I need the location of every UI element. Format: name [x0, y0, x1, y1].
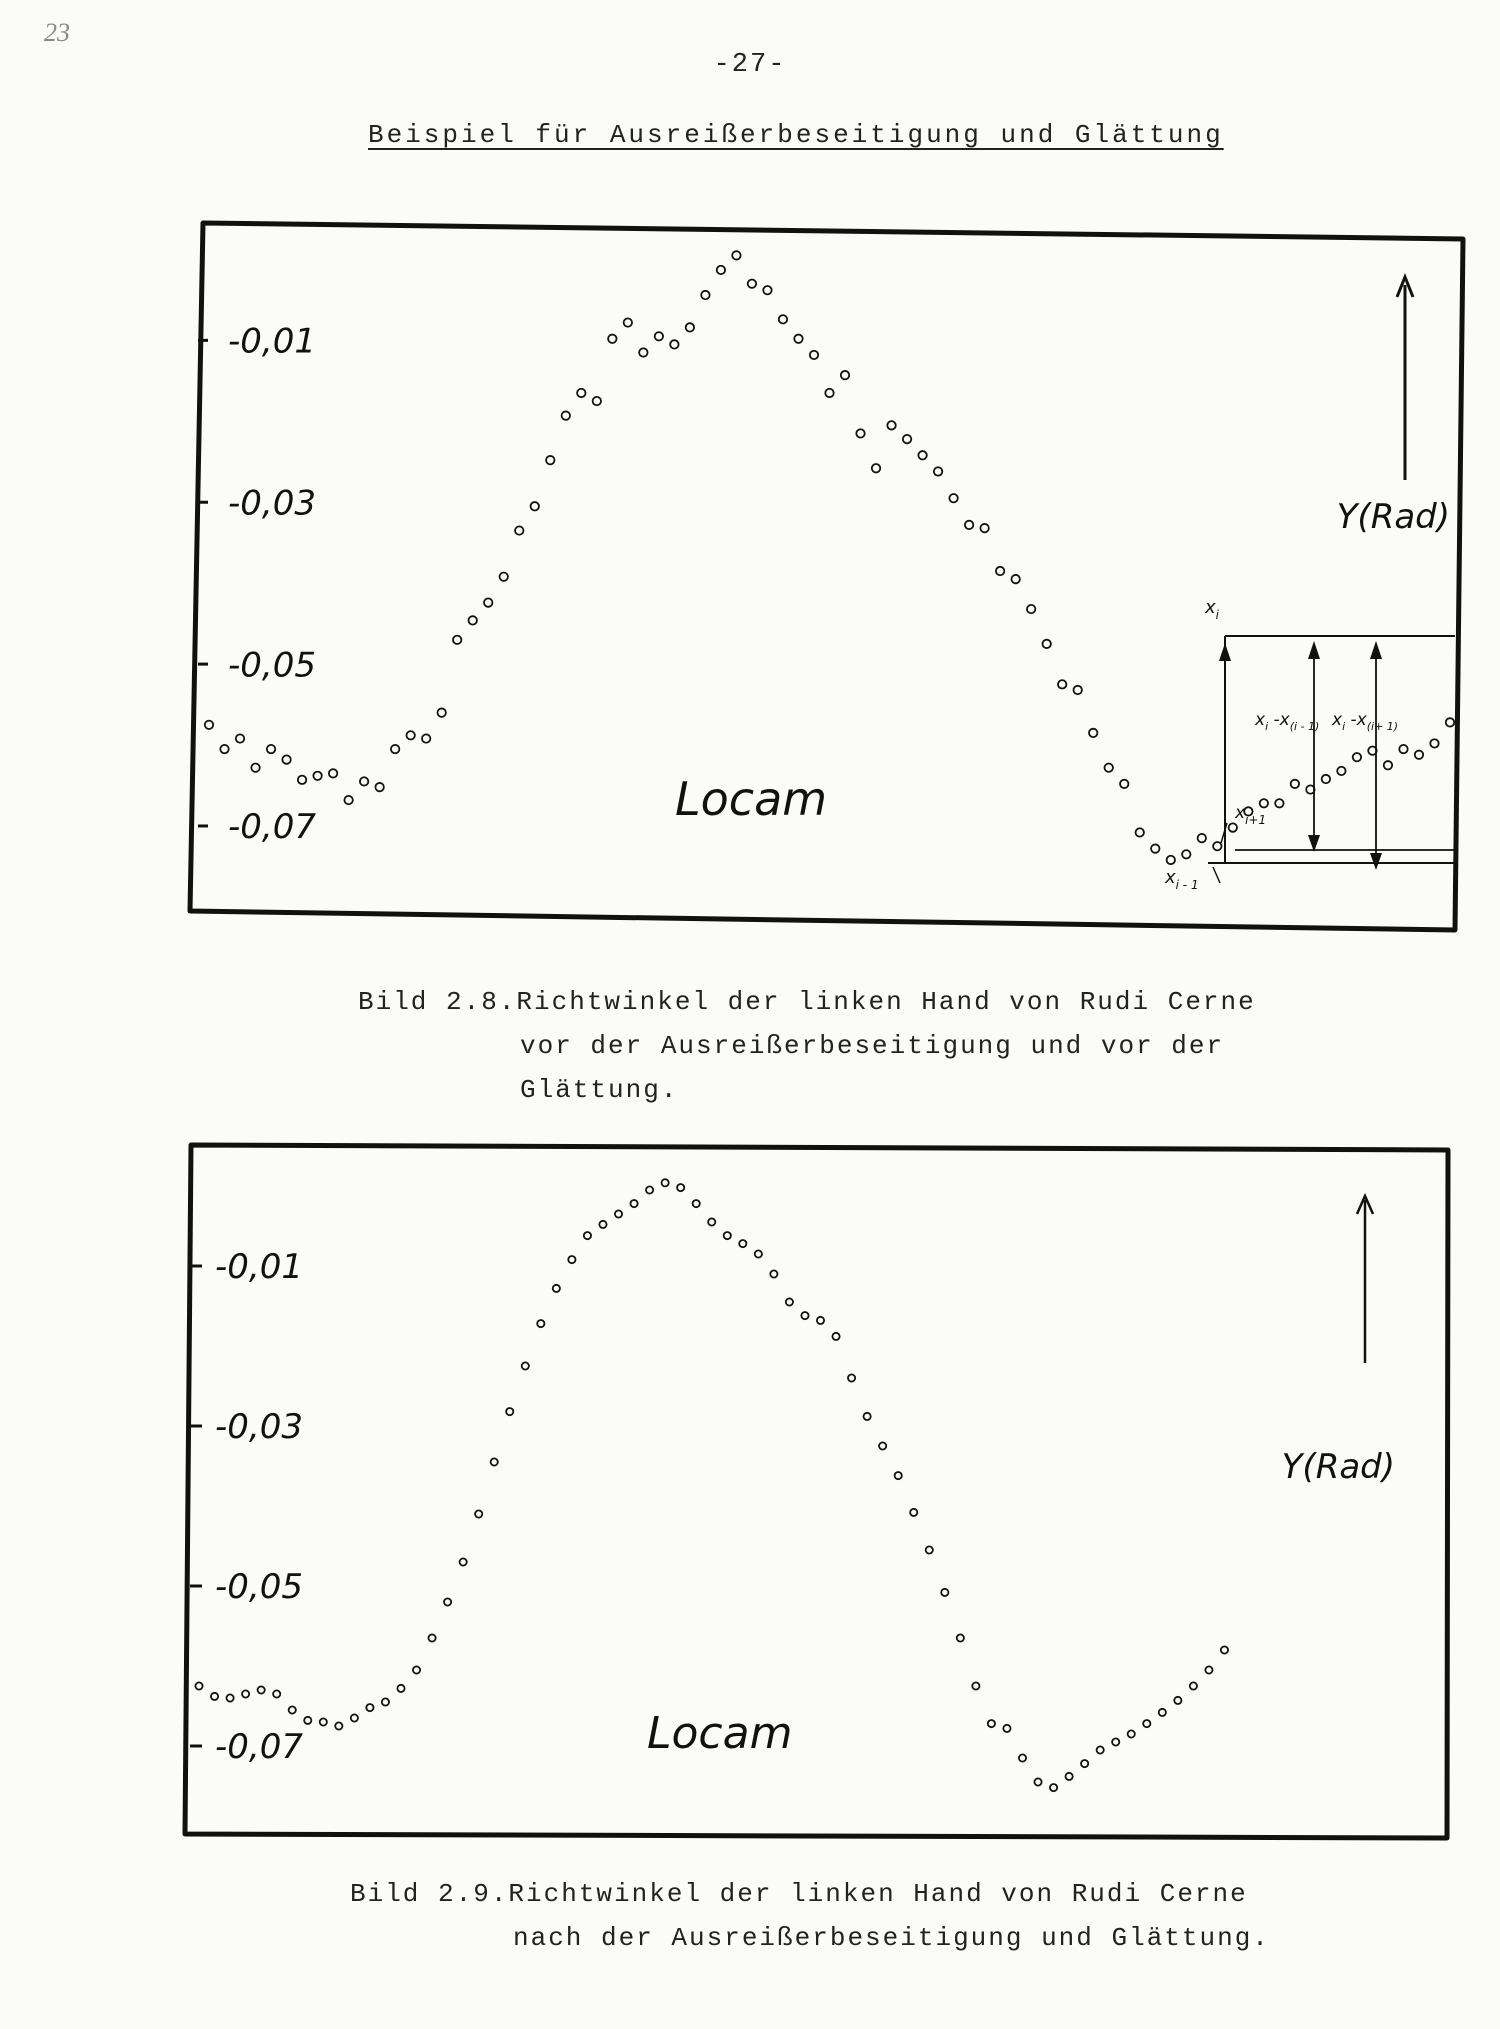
- data-point: [786, 1298, 793, 1305]
- data-point: [763, 286, 771, 294]
- data-point: [484, 598, 492, 606]
- caption-line: Glättung.: [520, 1075, 679, 1105]
- data-point: [739, 1240, 746, 1247]
- data-point: [1097, 1746, 1104, 1753]
- data-point: [267, 745, 275, 753]
- data-point: [320, 1718, 327, 1725]
- data-point: [1213, 842, 1221, 850]
- data-point: [226, 1694, 233, 1701]
- data-point: [553, 1285, 560, 1292]
- caption-line: nach der Ausreißerbeseitigung und Glättung.: [513, 1923, 1270, 1953]
- data-point: [1430, 739, 1438, 747]
- data-point: [242, 1690, 249, 1697]
- data-point: [406, 731, 414, 739]
- figure-2-9-chart: [185, 1138, 1470, 1848]
- data-point: [686, 323, 694, 331]
- data-point: [1143, 1720, 1150, 1727]
- data-point: [801, 1312, 808, 1319]
- caption-line: Bild 2.9.Richtwinkel der linken Hand von Rudi Cerne: [350, 1879, 1248, 1909]
- outlier-inset-diagram: [1164, 597, 1455, 892]
- data-point: [1105, 763, 1113, 771]
- figure-2-9-caption: [350, 1872, 1270, 1960]
- data-point: [980, 524, 988, 532]
- inset-diff-next-label: $x_i$ $-x_{(i+ 1)}$: [1332, 710, 1399, 733]
- data-point: [701, 291, 709, 299]
- data-point: [1074, 686, 1082, 694]
- data-point: [577, 389, 585, 397]
- data-point: [335, 1722, 342, 1729]
- data-point: [1089, 729, 1097, 737]
- data-point: [748, 280, 756, 288]
- data-point: [506, 1408, 513, 1415]
- data-point: [957, 1634, 964, 1641]
- data-point: [344, 796, 352, 804]
- data-point: [1003, 1725, 1010, 1732]
- data-point: [428, 1634, 435, 1641]
- data-point: [1112, 1738, 1119, 1745]
- y-axis-label: Y(Rad): [1281, 1447, 1395, 1487]
- data-point: [475, 1510, 482, 1517]
- data-point: [391, 745, 399, 753]
- y-tick-label: -0,03: [228, 483, 316, 524]
- data-point: [584, 1232, 591, 1239]
- data-point: [639, 348, 647, 356]
- data-point: [205, 721, 213, 729]
- data-point: [608, 335, 616, 343]
- data-point: [755, 1250, 762, 1257]
- inset-xi-plus-label: $x_{i+1}$: [1235, 803, 1267, 827]
- data-point: [298, 776, 306, 784]
- data-point: [630, 1200, 637, 1207]
- data-point: [941, 1589, 948, 1596]
- data-point: [593, 397, 601, 405]
- data-point: [599, 1221, 606, 1228]
- data-point: [1182, 850, 1190, 858]
- caption-line: vor der Ausreißerbeseitigung und vor der: [520, 1031, 1225, 1061]
- data-point: [1229, 823, 1237, 831]
- y-direction-arrow: [1357, 1196, 1373, 1363]
- data-point: [1291, 780, 1299, 788]
- data-point: [453, 636, 461, 644]
- inset-diff-prev-label: $x_i$ $-x_{(i - 1)}$: [1255, 710, 1320, 733]
- data-point: [1081, 1760, 1088, 1767]
- data-point: [895, 1472, 902, 1479]
- inset-xi-minus-label: $x_{i - 1}$: [1165, 867, 1199, 892]
- data-point: [817, 1317, 824, 1324]
- data-point: [825, 389, 833, 397]
- data-point: [313, 772, 321, 780]
- data-point: [1415, 751, 1423, 759]
- data-point: [864, 1413, 871, 1420]
- data-point: [879, 1442, 886, 1449]
- y-tick-label: -0,05: [215, 1567, 303, 1608]
- data-point: [195, 1682, 202, 1689]
- data-point: [1151, 844, 1159, 852]
- data-point: [779, 315, 787, 323]
- data-point: [562, 411, 570, 419]
- data-point: [1221, 1646, 1228, 1653]
- data-point: [848, 1374, 855, 1381]
- data-point: [360, 777, 368, 785]
- data-point: [1399, 745, 1407, 753]
- data-point: [1205, 1666, 1212, 1673]
- data-point: [531, 502, 539, 510]
- data-point: [724, 1232, 731, 1239]
- data-point: [413, 1666, 420, 1673]
- data-point: [670, 340, 678, 348]
- page-heading: Beispiel für Ausreißerbeseitigung und Glättung: [368, 120, 1224, 150]
- data-point: [437, 708, 445, 716]
- data-point: [693, 1200, 700, 1207]
- data-point: [351, 1714, 358, 1721]
- data-point: [615, 1210, 622, 1217]
- data-point: [1322, 775, 1330, 783]
- data-point: [1446, 718, 1454, 726]
- data-point: [1190, 1682, 1197, 1689]
- data-point: [810, 351, 818, 359]
- data-point: [366, 1704, 373, 1711]
- y-tick-label: -0,01: [215, 1247, 303, 1288]
- data-point: [677, 1184, 684, 1191]
- data-point: [500, 572, 508, 580]
- data-point: [832, 1333, 839, 1340]
- data-point: [282, 755, 290, 763]
- data-point: [397, 1685, 404, 1692]
- data-point: [655, 332, 663, 340]
- data-point: [918, 451, 926, 459]
- data-point: [1260, 799, 1268, 807]
- y-tick-label: -0,01: [228, 321, 316, 362]
- page-number: -27-: [713, 50, 787, 80]
- data-point: [1019, 1754, 1026, 1761]
- data-point: [903, 435, 911, 443]
- data-point: [469, 616, 477, 624]
- y-axis-label: Y(Rad): [1336, 497, 1450, 537]
- data-point: [996, 567, 1004, 575]
- data-point: [1050, 1784, 1057, 1791]
- caption-line: Bild 2.8.Richtwinkel der linken Hand von Rudi Cerne: [358, 987, 1256, 1017]
- figure-2-8-chart: [185, 215, 1470, 935]
- data-point: [236, 734, 244, 742]
- data-point: [1384, 761, 1392, 769]
- data-point: [887, 421, 895, 429]
- data-point: [422, 734, 430, 742]
- data-point: [1198, 834, 1206, 842]
- data-point: [872, 464, 880, 472]
- data-point: [794, 335, 802, 343]
- data-point: [856, 429, 864, 437]
- chart-frame: [185, 1145, 1448, 1838]
- data-point: [1058, 680, 1066, 688]
- data-point: [329, 769, 337, 777]
- y-tick-label: -0,05: [228, 645, 316, 686]
- y-tick-label: -0,07: [228, 807, 316, 848]
- data-point: [717, 266, 725, 274]
- figure-2-8-caption: [358, 980, 1256, 1112]
- data-point: [965, 521, 973, 529]
- data-point: [926, 1546, 933, 1553]
- inset-xi-label: $x_i$: [1205, 597, 1219, 622]
- data-point: [1167, 856, 1175, 864]
- data-point: [841, 371, 849, 379]
- data-point: [460, 1558, 467, 1565]
- data-point: [1128, 1730, 1135, 1737]
- locam-annotation: Locam: [647, 1708, 793, 1759]
- data-point: [1011, 575, 1019, 583]
- margin-page-mark: 23: [44, 18, 70, 47]
- data-point: [972, 1682, 979, 1689]
- y-tick-label: -0,03: [215, 1407, 303, 1448]
- data-point: [304, 1717, 311, 1724]
- data-point: [910, 1509, 917, 1516]
- data-point: [251, 763, 259, 771]
- data-point: [289, 1706, 296, 1713]
- data-point: [1066, 1773, 1073, 1780]
- data-point: [258, 1686, 265, 1693]
- data-point: [708, 1218, 715, 1225]
- y-tick-label: -0,07: [215, 1727, 303, 1768]
- data-point: [444, 1598, 451, 1605]
- data-point: [988, 1720, 995, 1727]
- data-point: [1353, 753, 1361, 761]
- data-point: [537, 1320, 544, 1327]
- data-point: [1174, 1697, 1181, 1704]
- locam-annotation: Locam: [675, 772, 828, 826]
- data-point: [522, 1362, 529, 1369]
- data-point: [220, 745, 228, 753]
- data-point: [770, 1270, 777, 1277]
- data-point: [934, 467, 942, 475]
- data-point: [211, 1693, 218, 1700]
- data-point: [1136, 828, 1144, 836]
- data-point: [1042, 640, 1050, 648]
- data-point: [568, 1256, 575, 1263]
- data-point: [546, 456, 554, 464]
- data-point: [491, 1458, 498, 1465]
- data-point: [662, 1179, 669, 1186]
- data-point: [515, 526, 523, 534]
- data-point: [646, 1186, 653, 1193]
- data-point: [1275, 799, 1283, 807]
- data-point: [1159, 1709, 1166, 1716]
- y-direction-arrow: [1397, 277, 1413, 480]
- data-point: [1337, 767, 1345, 775]
- data-point: [1120, 780, 1128, 788]
- data-point: [273, 1690, 280, 1697]
- data-point: [382, 1698, 389, 1705]
- data-point: [624, 318, 632, 326]
- data-point: [732, 251, 740, 259]
- data-point: [1034, 1778, 1041, 1785]
- data-point: [375, 783, 383, 791]
- data-point: [1027, 605, 1035, 613]
- data-point: [949, 494, 957, 502]
